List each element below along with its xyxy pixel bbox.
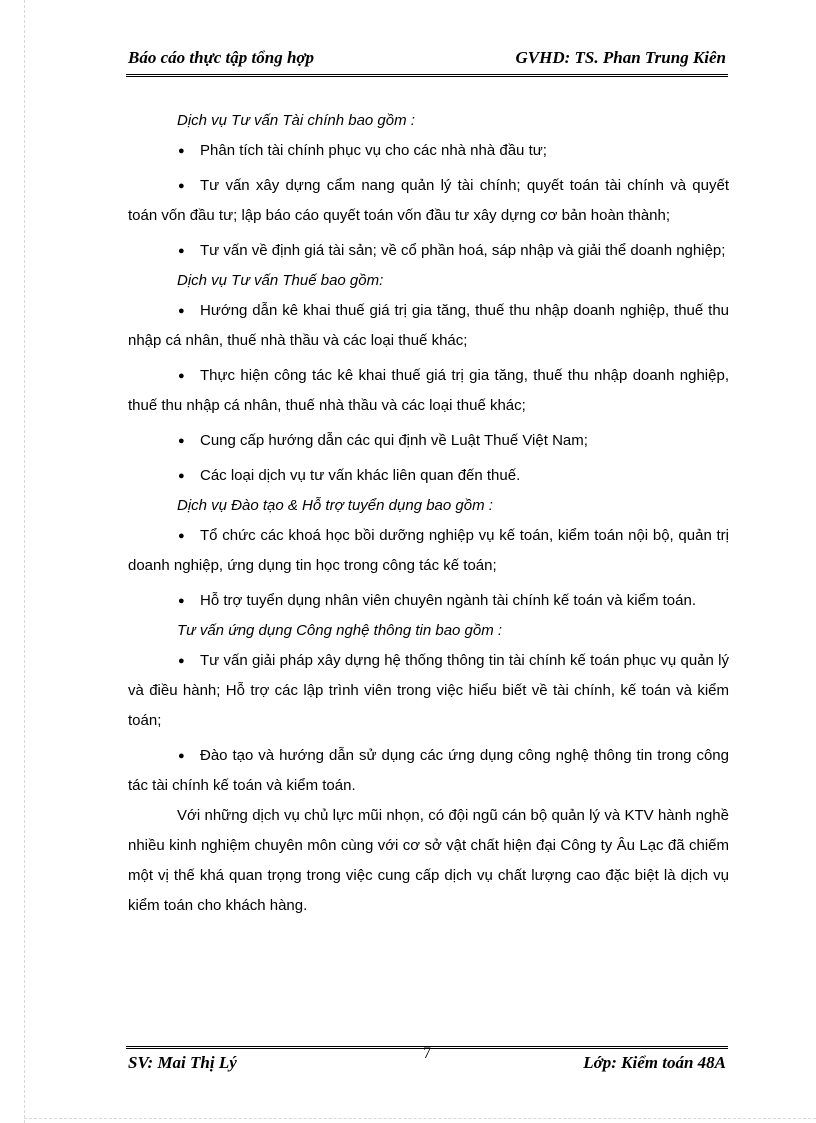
bullet-icon: ● [178,595,185,607]
closing-paragraph: Với những dịch vụ chủ lực mũi nhọn, có đội ngũ cán bộ quản lý và KTV hành nghề nhiều kinh nghiệm chuyên môn cùng với cơ sở vật chất hiện đại Công ty Âu Lạc đã chiếm một vị thế khá quan trọng trong việc cung cấp dịch vụ chất lượng cao đặc biệt là dịch vụ kiểm toán cho khách hàng. [128,807,729,914]
bullet-icon: ● [178,145,185,157]
bullet-icon: ● [178,530,185,542]
list-item: ● Hỗ trợ tuyển dụng nhân viên chuyên ngành tài chính kế toán và kiểm toán. [128,586,729,616]
bullet-icon: ● [178,750,185,762]
bullet-icon: ● [178,305,185,317]
page-bottom-edge [24,1118,816,1119]
section-title: Dịch vụ Đào tạo & Hỗ trợ tuyển dụng bao gồm : [177,497,493,514]
bullet-icon: ● [178,245,185,257]
page-number: 7 [423,1045,431,1062]
page-header [126,46,728,77]
list-item: ● Thực hiện công tác kê khai thuế giá trị gia tăng, thuế thu nhập doanh nghiệp, thuế thu nhập cá nhân, thuế nhà thầu và các loại thuế khác; [128,361,729,421]
list-item: ● Phân tích tài chính phục vụ cho các nhà nhà đầu tư; [128,136,729,166]
list-item: ● Hướng dẫn kê khai thuế giá trị gia tăng, thuế thu nhập doanh nghiệp, thuế thu nhập cá nhân, thuế nhà thầu và các loại thuế khác; [128,296,729,356]
bullet-icon: ● [178,470,185,482]
footer-class-name: Lớp: Kiểm toán 48A [583,1053,726,1072]
header-report-title: Báo cáo thực tập tổng hợp [128,48,315,67]
bullet-icon: ● [178,435,185,447]
footer-student-name: SV: Mai Thị Lý [128,1053,237,1072]
header-supervisor: GVHD: TS. Phan Trung Kiên [515,48,726,67]
section-title: Tư vấn ứng dụng Công nghệ thông tin bao gồm : [177,622,503,639]
list-item: ● Tổ chức các khoá học bồi dưỡng nghiệp vụ kế toán, kiểm toán nội bộ, quản trị doanh nghiệp, ứng dụng tin học trong công tác kế toán; [128,521,729,581]
list-item: ● Đào tạo và hướng dẫn sử dụng các ứng dụng công nghệ thông tin trong công tác tài chính kế toán và kiểm toán. [128,741,729,801]
page-footer [126,1046,728,1079]
bullet-icon: ● [178,655,185,667]
document-body [128,106,729,921]
list-item: ● Tư vấn xây dựng cẩm nang quản lý tài chính; quyết toán tài chính và quyết toán vốn đầu tư; lập báo cáo quyết toán vốn đầu tư xây dựng cơ bản hoàn thành; [128,171,729,231]
list-item: ● Các loại dịch vụ tư vấn khác liên quan đến thuế. [128,461,729,491]
bullet-icon: ● [178,370,185,382]
list-item: ● Tư vấn về định giá tài sản; về cổ phần hoá, sáp nhập và giải thể doanh nghiệp; [128,236,729,266]
section-title: Dịch vụ Tư vấn Thuế bao gồm: [177,272,384,289]
list-item: ● Cung cấp hướng dẫn các qui định về Luật Thuế Việt Nam; [128,426,729,456]
bullet-icon: ● [178,180,185,192]
list-item: ● Tư vấn giải pháp xây dựng hệ thống thông tin tài chính kế toán phục vụ quản lý và điều hành; Hỗ trợ các lập trình viên trong việc hiểu biết về tài chính, kế toán và kiểm toán; [128,646,729,736]
section-title: Dịch vụ Tư vấn Tài chính bao gồm : [177,112,415,129]
